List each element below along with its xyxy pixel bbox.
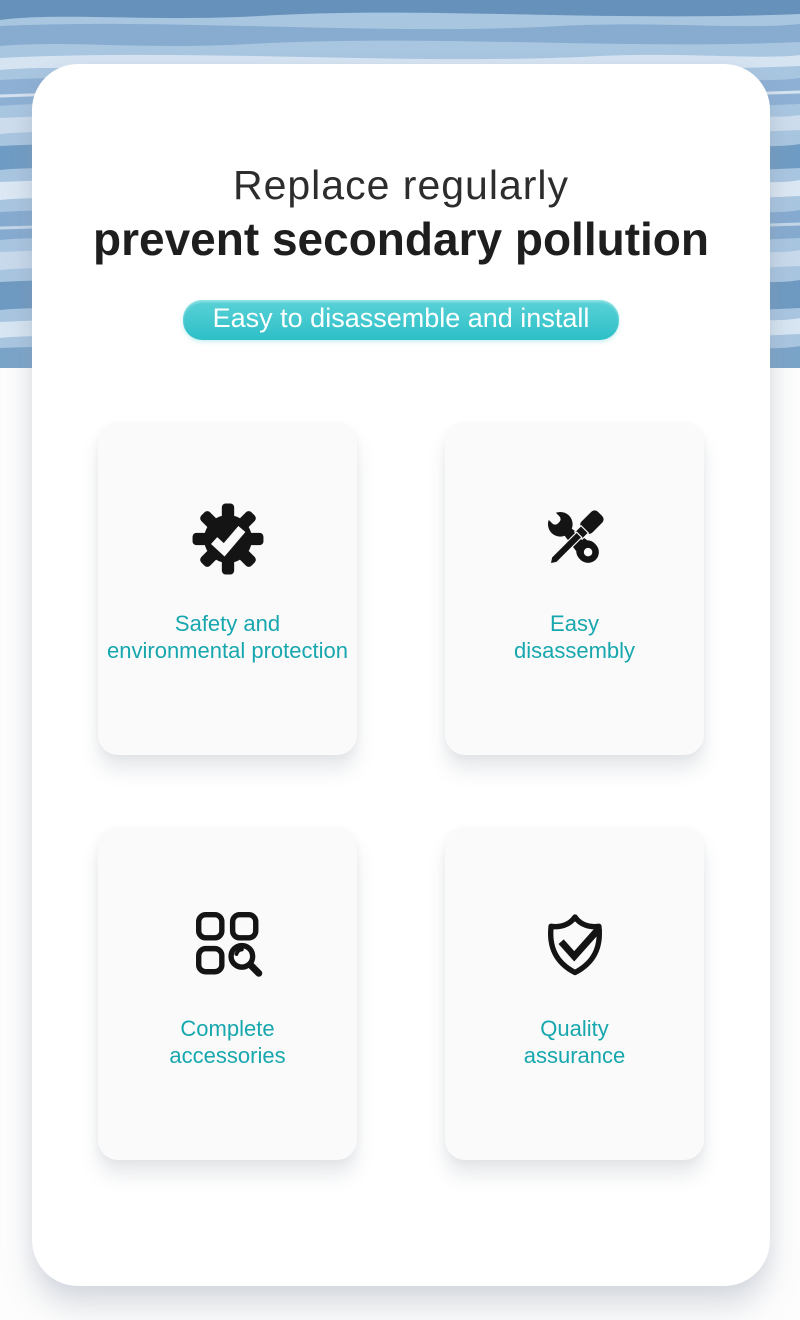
title-block xyxy=(32,64,770,266)
main-panel xyxy=(32,64,770,1286)
feature-label-line1: Easy xyxy=(550,611,599,637)
feature-card-safety xyxy=(98,422,357,755)
page-title-line2: prevent secondary pollution xyxy=(93,213,709,266)
feature-label-line2: accessories xyxy=(169,1043,286,1069)
shield-check-icon xyxy=(538,907,612,981)
feature-label-safety xyxy=(105,610,350,664)
feature-label-line2: environmental protection xyxy=(107,638,348,664)
badge-row xyxy=(32,266,770,340)
feature-card-accessories xyxy=(98,827,357,1160)
page-title-line1: Replace regularly xyxy=(232,162,570,208)
feature-card-disassembly xyxy=(445,422,704,755)
grid-magnifier-icon xyxy=(191,907,265,981)
feature-badge: Easy to disassemble and install xyxy=(183,300,620,340)
feature-label-line1: Safety and xyxy=(174,611,281,637)
feature-label-line1: Complete xyxy=(180,1016,275,1042)
feature-card-quality xyxy=(445,827,704,1160)
feature-label-line2: assurance xyxy=(523,1043,626,1069)
feature-label-line2: disassembly xyxy=(513,638,636,664)
feature-label-line1: Quality xyxy=(540,1016,609,1042)
feature-card-grid xyxy=(98,422,704,1160)
feature-label-quality xyxy=(452,1015,697,1069)
feature-label-disassembly xyxy=(452,610,697,664)
gear-check-icon xyxy=(191,502,265,576)
feature-label-accessories xyxy=(105,1015,350,1069)
wrench-screwdriver-icon xyxy=(538,502,612,576)
